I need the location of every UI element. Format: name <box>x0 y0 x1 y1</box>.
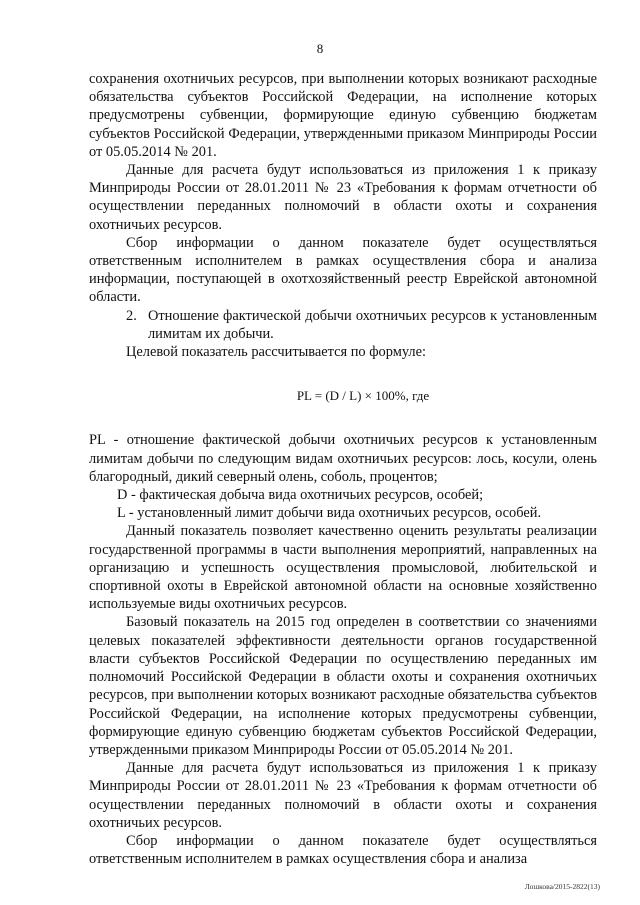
paragraph: Сбор информации о данном показателе будет осуществляться ответственным исполнителем в рамках осуществления сбора и анализа <box>89 832 597 868</box>
paragraph: Данный показатель позволяет качественно оценить результаты реализации государственной программы в части выполнения мероприятий, направленных на организацию и успешность осуществления промысловой, любительской и спортивной охоты в Еврейской автономной области на основные хозяйственно используемые виды охотничьих ресурсов. <box>89 523 597 613</box>
text-block-top <box>89 70 597 868</box>
definition: L - установленный лимит добычи вида охотничьих ресурсов, особей. <box>117 505 542 522</box>
definitions <box>89 431 597 522</box>
formula-intro: Целевой показатель рассчитывается по формуле: <box>126 344 426 361</box>
definition: PL - отношение фактической добычи охотничьих ресурсов к установленным лимитам добычи по следующим видам охотничьих ресурсов: лось, косули, олень благородный, дикий северный олень, соболь, процентов; <box>89 432 597 485</box>
page-number: 8 <box>316 41 324 56</box>
paragraph: сохранения охотничьих ресурсов, при выполнении которых возникают расходные обязательства субъектов Российской Федерации, на исполнение которых предусмотрены субвенции, формирующие единую субвенцию бюджетам субъектов Российской Федерации, утвержденными приказом Минприроды России от 05.05.2014 № 201. <box>89 71 597 160</box>
list-item-number: 2. <box>126 307 137 324</box>
formula: PL = (D / L) × 100%, где <box>296 388 430 404</box>
list-item-text: Отношение фактической добычи охотничьих ресурсов к установленным лимитам их добычи. <box>148 307 597 342</box>
definition: D - фактическая добыча вида охотничьих ресурсов, особей; <box>117 487 484 504</box>
paragraph: Базовый показатель на 2015 год определен в соответствии со значениями целевых показателей эффективности деятельности органов государственной власти субъектов Российской Федерации по осуществлению переданных им полномочий Российской Федерации в области охоты и сохранения охотничьих ресурсов, при выполнении которых возникают расходные обязательства субъектов Российской Федерации, на исполнение которых предусмотрены субвенции, формирующие единую субвенцию бюджетам субъектов Российской Федерации, утвержденными приказом Минприроды России от 05.05.2014 № 201. <box>89 614 597 758</box>
footer-reference: Лошкова/2015-2822(13) <box>524 882 600 891</box>
paragraph: Сбор информации о данном показателе будет осуществляться ответственным исполнителем в рамках осуществления сбора и анализа информации, поступающей в охотхозяйственный реестр Еврейской автономной области. <box>89 234 597 306</box>
list-item <box>89 307 597 343</box>
paragraph: Данные для расчета будут использоваться из приложения 1 к приказу Минприроды России от 28.01.2011 № 23 «Требования к формам отчетности об осуществлении переданных полномочий в области охоты и сохранения охотничьих ресурсов. <box>89 162 597 233</box>
paragraph: Данные для расчета будут использоваться из приложения 1 к приказу Минприроды России от 28.01.2011 № 23 «Требования к формам отчетности об осуществлении переданных полномочий в области охоты и сохранения охотничьих ресурсов. <box>89 760 597 831</box>
